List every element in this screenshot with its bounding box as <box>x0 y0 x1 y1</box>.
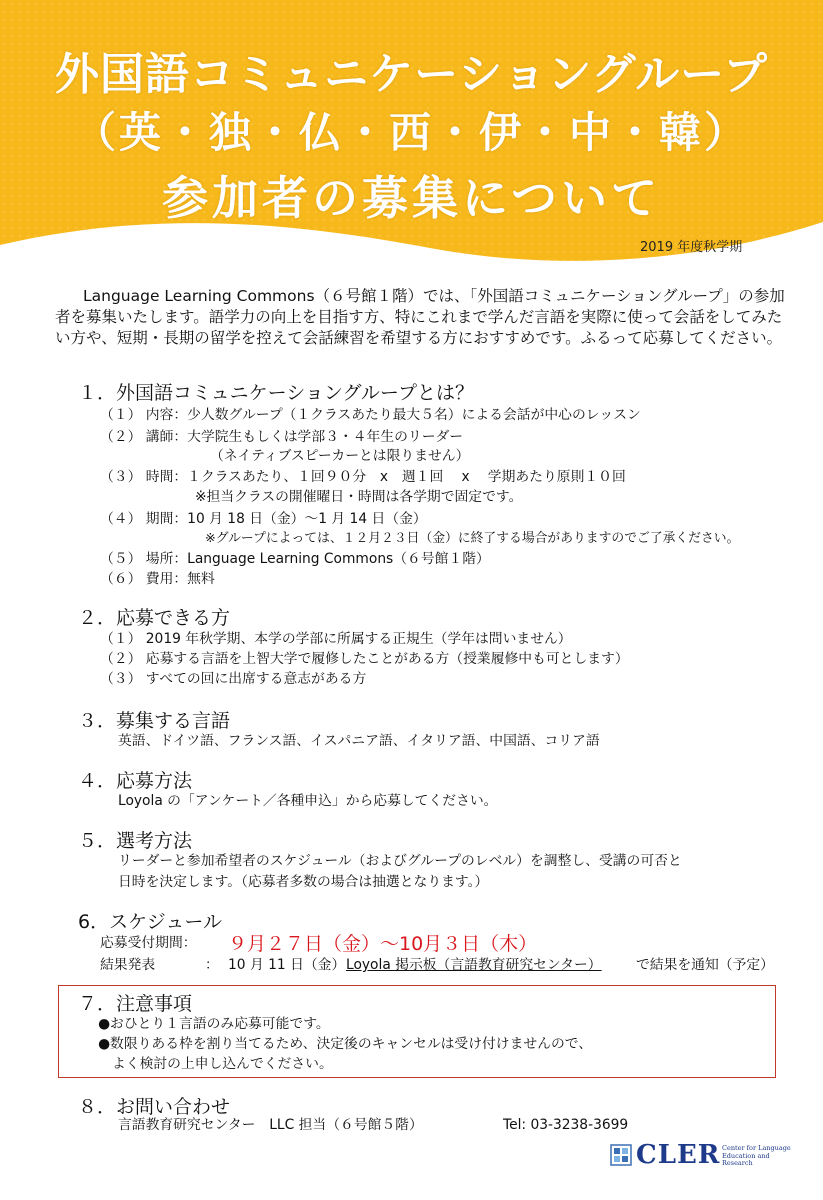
section-5-heading: ５．選考方法 <box>78 830 193 852</box>
section-5-line: リーダーと参加希望者のスケジュール（およびグループのレベル）を調整し、受講の可否と <box>118 853 682 869</box>
section-1-line: （ネイティブスピーカーとは限りません） <box>210 448 470 464</box>
section-2-line: （１） 2019 年秋学期、本学の学部に所属する正規生（学年は問いません） <box>100 631 572 647</box>
schedule-result-note: で結果を通知（予定） <box>636 957 774 973</box>
notice-item: よく検討の上申し込んでください。 <box>112 1056 333 1072</box>
schedule-label-application: 応募受付期間： <box>100 935 197 951</box>
schedule-label-result: 結果発表 <box>100 957 156 973</box>
cler-logo-text: CLER <box>636 1140 721 1170</box>
section-7-heading: ７．注意事項 <box>78 993 193 1015</box>
section-1-heading: １．外国語コミュニケーショングループとは？ <box>78 382 474 404</box>
title-line-2: （英・独・仏・西・伊・中・韓） <box>73 108 749 157</box>
section-2-line: （３） すべての回に出席する意志がある方 <box>100 671 367 687</box>
schedule-colon: ： <box>205 957 219 973</box>
section-8-heading: ８．お問い合わせ <box>78 1096 231 1118</box>
cler-logo-icon <box>610 1144 632 1166</box>
section-1-line: （２） 講師：大学院生もしくは学部３・４年生のリーダー <box>100 429 464 445</box>
intro-paragraph: Language Learning Commons（６号館１階）では、「外国語コミュニケーショングループ」の参加者を募集いたします。語学力の向上を目指す方、特にこれまで学んだ言語を実際に使って会話をしてみたい方や、短期・長期の留学を控えて会話練習を希望する方におすすめです。ふるって応募してください。 <box>55 287 785 347</box>
section-1-line: （４） 期間：10 月 18 日（金）～1 月 14 日（金） <box>100 511 427 527</box>
term-label: 2019 年度秋学期 <box>640 240 743 255</box>
section-2-heading: ２．応募できる方 <box>78 607 231 629</box>
section-1-line: ※担当クラスの開催曜日・時間は各学期で固定です。 <box>195 489 523 505</box>
title-line-1: 外国語コミュニケーショングループ <box>55 49 768 100</box>
section-4-line: Loyola の「アンケート／各種申込」から応募してください。 <box>118 793 498 809</box>
loyola-board-link[interactable]: Loyola 掲示板（言語教育研究センター） <box>346 957 602 973</box>
contact-office: 言語教育研究センター LLC 担当（６号館５階） <box>118 1117 423 1133</box>
section-5-line: 日時を決定します。（応募者多数の場合は抽選となります。） <box>118 874 489 890</box>
schedule-result-date: 10 月 11 日（金） <box>228 957 346 973</box>
cler-logo-subtitle: Center for Language Education and Research <box>722 1144 791 1167</box>
section-4-heading: ４．応募方法 <box>78 770 193 792</box>
section-1-line: （１） 内容：少人数グループ（１クラスあたり最大５名）による会話が中心のレッスン <box>100 407 641 423</box>
notice-item: ●数限りある枠を割り当てるため、決定後のキャンセルは受け付けませんので、 <box>98 1036 593 1052</box>
notice-item: ●おひとり１言語のみ応募可能です。 <box>98 1016 330 1032</box>
section-3-heading: ３．募集する言語 <box>78 710 231 732</box>
section-2-line: （２） 応募する言語を上智大学で履修したことがある方（授業履修中も可とします） <box>100 651 629 667</box>
schedule-application-period: ９月２７日（金）～10月３日（木） <box>228 933 538 955</box>
section-6-heading: 6．スケジュール <box>78 911 222 933</box>
contact-tel: Tel: 03-3238-3699 <box>503 1117 629 1133</box>
section-1-line: （６） 費用：無料 <box>100 571 215 587</box>
title-line-3: 参加者の募集について <box>161 171 662 225</box>
cler-logo <box>610 1140 791 1172</box>
section-1-line: （５） 場所：Language Learning Commons（６号館１階） <box>100 551 490 567</box>
section-3-line: 英語、ドイツ語、フランス語、イスパニア語、イタリア語、中国語、コリア語 <box>118 733 600 749</box>
section-1-line: ※グループによっては、１２月２３日（金）に終了する場合がありますのでご了承ください。 <box>205 531 740 546</box>
section-1-line: （３） 時間：１クラスあたり、１回９０分 x 週１回 x 学期あたり原則１０回 <box>100 469 626 485</box>
